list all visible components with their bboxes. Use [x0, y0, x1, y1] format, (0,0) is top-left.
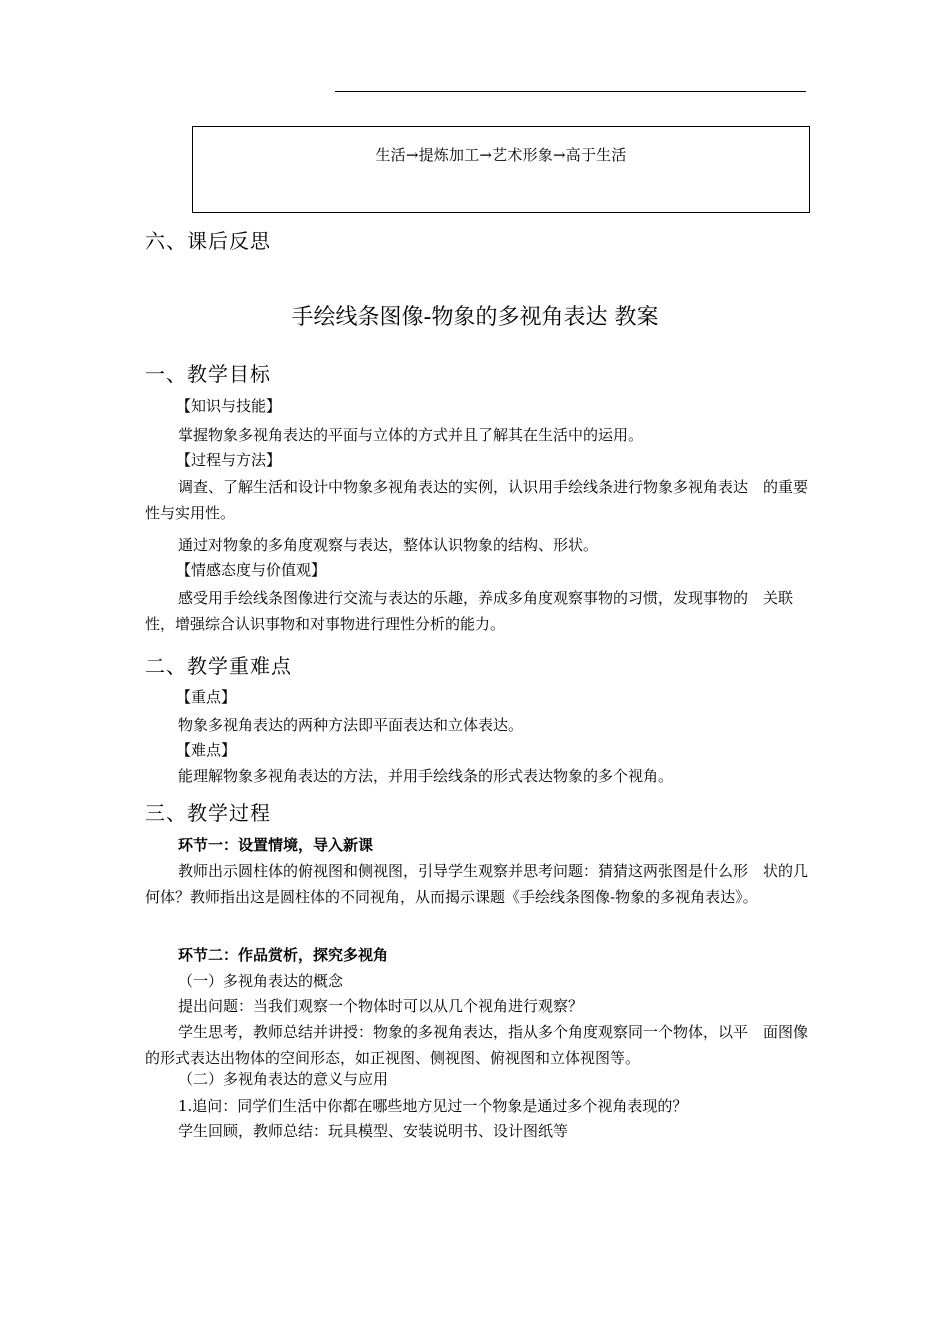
- emotion-text: 感受用手绘线条图像进行交流与表达的乐趣，养成多角度观察事物的习惯，发现事物的 关联性，增强综合认识事物和对事物进行理性分析的能力。: [145, 589, 794, 633]
- section1-heading: 一、教学目标: [145, 362, 271, 386]
- process-text-1: 调查、了解生活和设计中物象多视角表达的实例，认识用手绘线条进行物象多视角表达 的重要性与实用性。: [145, 478, 809, 522]
- answer-1: 学生思考，教师总结并讲授：物象的多视角表达，指从多个角度观察同一个物体，以平 面图像的形式表达出物体的空间形态，如正视图、侧视图、俯视图和立体视图等。: [145, 1023, 809, 1067]
- header-rule: [335, 91, 806, 92]
- step1-title: 环节一：设置情境，导入新课: [178, 836, 374, 854]
- difficulty-text: 能理解物象多视角表达的方法，并用手绘线条的形式表达物象的多个视角。: [178, 767, 674, 785]
- key-label: 【重点】: [176, 688, 237, 706]
- sub-heading-1: （一）多视角表达的概念: [178, 972, 344, 990]
- flow-text: 生活→提炼加工→艺术形象→高于生活: [375, 146, 627, 164]
- question-2: 1.追问：同学们生活中你都在哪些地方见过一个物象是通过多个视角表现的？: [178, 1097, 688, 1115]
- summary-box: [192, 126, 810, 213]
- process-text-2: 通过对物象的多角度观察与表达，整体认识物象的结构、形状。: [178, 536, 599, 554]
- key-text: 物象多视角表达的两种方法即平面表达和立体表达。: [178, 716, 524, 734]
- step1-text: 教师出示圆柱体的俯视图和侧视图，引导学生观察并思考问题：猜猜这两张图是什么形 状的几何体？教师指出这是圆柱体的不同视角，从而揭示课题《手绘线条图像-物象的多视角表达》。: [145, 862, 809, 906]
- process-label: 【过程与方法】: [176, 451, 282, 469]
- sub-heading-2: （二）多视角表达的意义与应用: [178, 1070, 389, 1088]
- knowledge-text: 掌握物象多视角表达的平面与立体的方式并且了解其在生活中的运用。: [178, 426, 644, 444]
- section3-heading: 三、教学过程: [145, 801, 271, 825]
- section6-heading: 六、课后反思: [145, 229, 271, 253]
- document-title: 手绘线条图像-物象的多视角表达 教案: [291, 305, 659, 330]
- emotion-label: 【情感态度与价值观】: [176, 561, 327, 579]
- knowledge-label: 【知识与技能】: [176, 397, 282, 415]
- difficulty-label: 【难点】: [176, 741, 237, 759]
- section2-heading: 二、教学重难点: [145, 654, 292, 678]
- step2-title: 环节二：作品赏析，探究多视角: [178, 946, 389, 964]
- question-1: 提出问题：当我们观察一个物体时可以从几个视角进行观察？: [178, 997, 584, 1015]
- answer-2: 学生回顾，教师总结：玩具模型、安装说明书、设计图纸等: [178, 1122, 569, 1140]
